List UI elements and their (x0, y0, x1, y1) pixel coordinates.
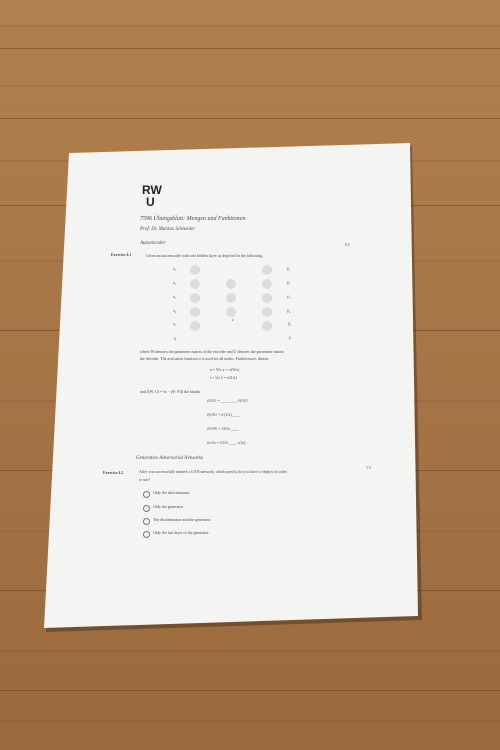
section-heading-autoencoder: Autoencoder (140, 241, 166, 246)
exercise-question: After you successfully trained a GAN network, which part(s) do you have to deploy in order (139, 469, 287, 474)
input-node (190, 321, 200, 331)
output-label: ŷ₁ (287, 266, 291, 271)
text-line: the decoder. The activation function σ is used for all nodes. Furthermore, denote (140, 356, 269, 361)
derivative-blank: ∂z/∂x = ∂J/∂t ____ σ′(z) (207, 440, 246, 445)
option-label: Only the last layer of the generator. (153, 530, 210, 535)
hidden-node (226, 279, 236, 289)
input-label: b (174, 336, 176, 341)
input-label: x₂ (173, 280, 177, 285)
sheet-title: 7596 Übungsblatt: Mengen und Funktionen (140, 216, 246, 222)
hidden-label: z (232, 317, 234, 322)
output-node (262, 307, 272, 317)
input-node (190, 307, 200, 317)
input-label: x₄ (173, 308, 177, 313)
exercise-points: 0.5 (345, 242, 350, 247)
input-label: x₃ (173, 294, 177, 299)
output-label: ŷ₃ (287, 294, 291, 299)
output-label: ŷ (289, 335, 291, 340)
sheet-author: Prof. Dr. Markus Schneider (140, 227, 196, 232)
input-label: x₁ (173, 266, 177, 271)
input-node (190, 265, 200, 275)
exercise-label: Exercise 4.2 (103, 470, 124, 475)
output-node (262, 279, 272, 289)
exercise-label: Exercise 4.1 (111, 252, 132, 257)
text-line: where W denotes the parameter matrix of the encoder and U denotes the parameter matrix (140, 349, 285, 354)
exercise-question: to use? (139, 477, 151, 482)
derivative-blank: ∂J/∂W = ∂J/∂z ____ (207, 426, 239, 431)
equation: a = Wx z = σ(Wx) (210, 367, 240, 372)
radio-button[interactable] (143, 531, 150, 538)
radio-button[interactable] (143, 491, 150, 498)
option-label: The discriminator and the generator. (153, 517, 212, 522)
equation: t = Uz ŷ = σ(Uz) (210, 375, 237, 380)
radio-button[interactable] (143, 518, 150, 525)
output-node (262, 293, 272, 303)
loss-definition: and J(W, U) = ‖x − ŷ‖². Fill the blanks (140, 389, 201, 394)
output-label: ŷ₅ (288, 321, 292, 326)
output-node (262, 265, 272, 275)
hidden-node (226, 293, 236, 303)
input-label: x₅ (173, 321, 177, 326)
output-node (262, 321, 272, 331)
exercise-points: 1.5 (366, 465, 371, 470)
output-label: ŷ₂ (287, 280, 291, 285)
derivative-blank: ∂J/∂U = ________ ∂ŷ/∂U (207, 398, 248, 403)
radio-button[interactable] (143, 505, 150, 512)
option-label: Only the discriminator. (153, 490, 190, 495)
exercise-intro: Given an autoencoder with one hidden layer as depicted in the following. (146, 253, 264, 258)
output-label: ŷ₄ (287, 308, 291, 313)
university-logo: RW (142, 183, 162, 197)
derivative-blank: ∂ŷ/∂U = σ′(Uz) ____ (207, 412, 241, 417)
university-logo-bottom: U (146, 195, 155, 209)
input-node (190, 293, 200, 303)
input-node (190, 279, 200, 289)
hidden-node (226, 307, 236, 317)
option-label: Only the generator. (153, 504, 184, 509)
section-heading-gan: Generative Adversarial Networks (136, 456, 204, 461)
